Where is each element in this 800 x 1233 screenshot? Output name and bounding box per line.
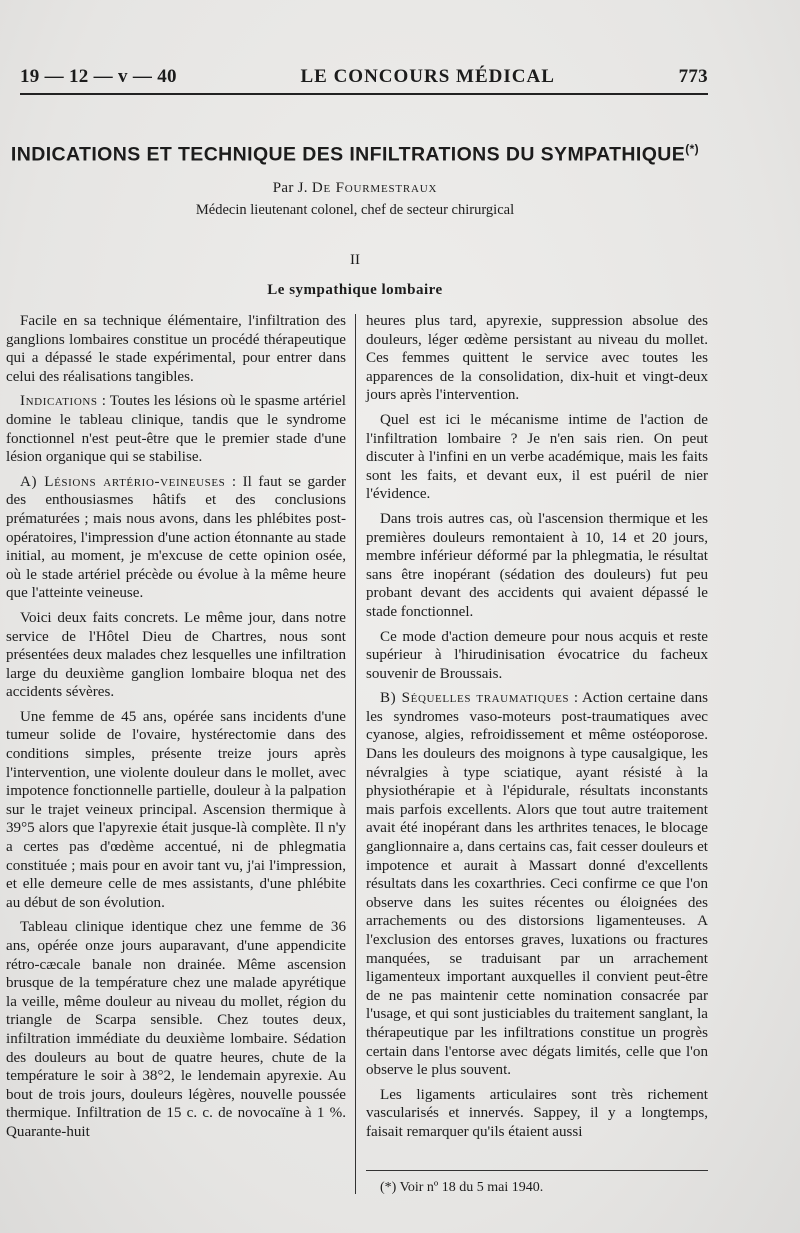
paragraph: heures plus tard, apyrexie, suppression absolue des douleurs, léger œdème persistant au niveau du mollet. Ces femmes quittent le service avec toutes les apparences de la consolidation, dix-huit et vingt-deux jours après l'intervention. <box>366 313 708 404</box>
paragraph: Dans trois autres cas, où l'ascension thermique et les premières douleurs remontaient à 10, 14 et 20 jours, membre inférieur déformé par la phlegmatia, le résultat sans être inopérant (sédation des douleurs) fut peu probant devant des accidents qui avaient dépassé le stade fonctionnel. <box>366 510 708 620</box>
footnote-rule <box>366 1170 708 1171</box>
journal-name: LE CONCOURS MÉDICAL <box>300 66 555 87</box>
paragraph: Une femme de 45 ans, opérée sans incidents d'une tumeur solide de l'ovaire, hystérectomie dans des conditions simples, présente treize jours après l'intervention, une violente douleur dans le mollet, avec impotence fonctionnelle partielle, douleur à la palpation sur le trajet veineux principal. Ascension thermique à 39°5 alors que l'apyrexie était jusque-là complète. Il n'y a certes pas d'œdème accentué, ni de phlegmatia constituée ; mais pour en avoir tant vu, j'ai l'impression, et elle demeure celle de mes assistants, d'une phlébite au début de son évolution. <box>6 708 346 911</box>
byline-prefix: Par J. <box>272 180 312 196</box>
paragraph-label: A) Lésions artério-veineuses <box>20 473 226 490</box>
paragraph <box>6 392 346 466</box>
author-name: De Fourmestraux <box>311 180 438 196</box>
page-number: 773 <box>678 66 708 87</box>
paragraph <box>366 689 708 1079</box>
paragraph-label: Indications <box>20 393 98 410</box>
paragraph-text: : Action certaine dans les syndromes vaso-moteurs post-traumatiques avec cyanose, algies, refroidissement et même ostéoporose. Dans les douleurs des moignons à type causalgique, les névralgies à type sciatique, ayant résisté à la physiothérapie et à l'épidurale, résultats inconstants mais parfois excellents. Alors que tout autre traitement avait été inopérant dans les arthrites tenaces, le blocage ganglionnaire a, dans certains cas, fait cesser douleurs et impotence et aurait à Massart donné d'excellents résultats dans les coxarthries. Ceci confirme ce que l'on observe dans les suites récentes ou éloignées des arrachements ou des distorsions ligamenteuses. A l'exclusion des entorses graves, luxations ou fractures manquées, se traduisant par un arrachement ligamenteux important auxquelles il convient peut-être de ne pas maintenir cette nomination consacrée par l'usage, et qui sont justiciables du traitement sanglant, la thérapeutique par les infiltrations constitue un progrès certain dans l'entorse avec dégats limités, celle que l'on observe le plus souvent. <box>366 690 708 1079</box>
paragraph: Les ligaments articulaires sont très richement vascularisés et innervés. Sappey, il y a longtemps, faisait remarquer qu'ils étaient aussi <box>366 1086 708 1140</box>
column-divider <box>355 314 356 1194</box>
paragraph: Tableau clinique identique chez une femme de 36 ans, opérée onze jours auparavant, d'une appendicite rétro-cæcale banale non drainée. Même ascension brusque de la température chez une malade apyrétique la veille, même douleur au niveau du mollet, région du triangle de Scarpa sensible. Chez toutes deux, infiltration immédiate du deuxième lombaire. Sédation des douleurs au bout de quatre heures, chute de la température le soir à 38°2, le lendemain apyrexie. Au bout de trois jours, douleurs légères, nouvelle poussée thermique. Infiltration de 15 c. c. de novocaïne à 1 %. Quarante-huit <box>6 919 346 1140</box>
paragraph: Quel est ici le mécanisme intime de l'action de l'infiltration lombaire ? Je n'en sais rien. On peut discuter à l'infini en un verbe académique, mais les faits sont les faits, et devant eux, il est puéril de nier l'évidence. <box>366 411 708 503</box>
byline <box>0 180 710 197</box>
section-title: Le sympathique lombaire <box>267 282 443 298</box>
running-header <box>20 64 708 90</box>
paragraph: Ce mode d'action demeure pour nous acquis et reste supérieur à l'hirudinisation évocatrice du facheux souvenir de Broussais. <box>366 628 708 682</box>
header-rule <box>20 93 708 95</box>
paragraph-text: : Il faut se garder des enthousiasmes hâtifs et des conclusions prématurées ; mais nous avons, dans les phlébites post-opératoires, l'impression d'une action étonnante au stade initial, au moment, je m'excuse de cette opinion osée, où le stade artériel précède ou évolue à la même heure que l'atteinte veineuse. <box>6 473 346 602</box>
paragraph <box>6 473 346 603</box>
paragraph: Facile en sa technique élémentaire, l'infiltration des ganglions lombaires constitue un procédé thérapeutique qui a dépassé le stade expérimental, pour entrer dans celui des réalisations tangibles. <box>6 313 346 385</box>
right-column <box>366 312 708 1148</box>
article-title-text: INDICATIONS ET TECHNIQUE DES INFILTRATIONS DU SYMPATHIQUE <box>10 143 686 166</box>
left-column <box>6 312 346 1148</box>
section-number: II <box>350 252 360 268</box>
article-title <box>0 142 710 167</box>
paragraph: Voici deux faits concrets. Le même jour, dans notre service de l'Hôtel Dieu de Chartres, nous sont présentées deux malades chez lesquelles une infiltration large du deuxième ganglion lombaire bloqua net des accidents sévères. <box>6 609 346 701</box>
title-footnote-marker: (*) <box>685 142 700 156</box>
paragraph-label: B) Séquelles traumatiques <box>380 690 570 707</box>
author-affiliation: Médecin lieutenant colonel, chef de secteur chirurgical <box>195 202 515 218</box>
footnote: (*) Voir nº 18 du 5 mai 1940. <box>380 1180 544 1195</box>
issue-date: 19 — 12 — v — 40 <box>20 66 177 87</box>
paragraph-text: : Toutes les lésions où le spasme artériel domine le tableau clinique, tandis que le syndrome fonctionnel n'est peut-être que le premier stade d'une lésion organique qui se stabilise. <box>6 393 346 466</box>
